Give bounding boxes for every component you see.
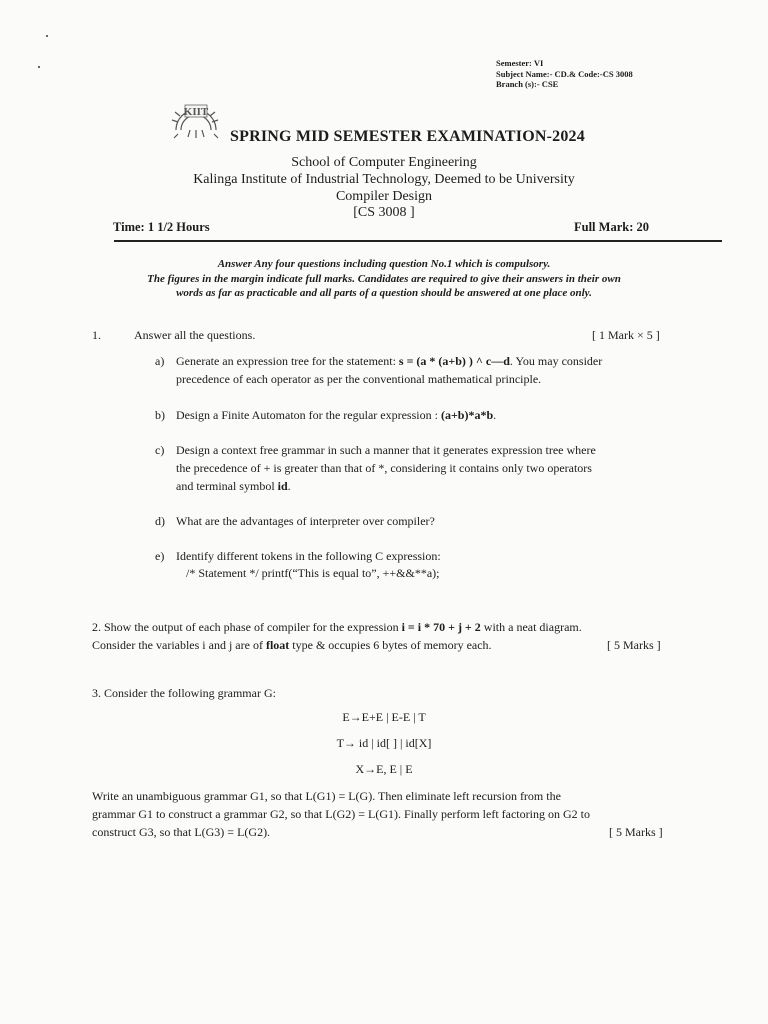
grammar-rule: E→E+E | E-E | T <box>342 710 426 724</box>
q1a-post: . You may consider <box>509 354 603 368</box>
q2-pre: 2. Show the output of each phase of compiler for the expression <box>92 620 402 634</box>
school-name: School of Computer Engineering <box>291 155 477 170</box>
q1d-label: d) <box>155 514 165 528</box>
header-meta <box>496 58 633 90</box>
q1c-line3-post: . <box>287 479 291 493</box>
q1c-line3-bold: id <box>277 479 288 493</box>
full-mark-label: Full Mark: 20 <box>574 220 649 234</box>
q1a-label: a) <box>155 354 165 368</box>
q1c-line2: the precedence of + is greater than that of *, considering it contains only two operators <box>176 461 592 475</box>
q3-line: construct G3, so that L(G3) = L(G2). <box>92 825 271 839</box>
q1b-expr: (a+b)*a*b <box>440 408 494 422</box>
q1e-line2: /* Statement */ printf(“This is equal to”, ++&&**a); <box>186 566 440 580</box>
instruction-line: The figures in the margin indicate full marks. Candidates are required to give their answers in their own <box>147 272 621 285</box>
q1d-text: What are the advantages of interpreter over compiler? <box>176 514 435 528</box>
scan-speck <box>38 66 40 68</box>
q2-line2-pre: Consider the variables i and j are of <box>92 638 266 652</box>
institute-name: Kalinga Institute of Industrial Technology, Deemed to be University <box>193 172 575 187</box>
q1a-expr: s = (a * (a+b) ) ^ c—d <box>398 354 510 368</box>
instruction-line: Answer Any four questions including question No.1 which is compulsory. <box>217 258 551 270</box>
q2-post: with a neat diagram. <box>480 620 582 634</box>
q1-text: Answer all the questions. <box>134 328 256 342</box>
scan-speck <box>46 35 48 37</box>
q2-line2-bold: float <box>265 638 290 652</box>
q2-marks: [ 5 Marks ] <box>607 638 661 652</box>
q3-line: Write an unambiguous grammar G1, so that L(G1) = L(G). Then eliminate left recursion from the <box>92 789 561 803</box>
q1a-text <box>176 352 686 388</box>
grammar-rule: X→E, E | E <box>355 762 413 776</box>
exam-title: SPRING MID SEMESTER EXAMINATION-2024 <box>230 128 585 145</box>
q1b-text <box>176 406 496 424</box>
divider <box>114 240 722 242</box>
q1c-line1: Design a context free grammar in such a manner that it generates expression tree where <box>176 443 596 457</box>
logo-text: KIIT <box>183 106 209 118</box>
grammar-rule: T→ id | id[ ] | id[X] <box>336 736 432 750</box>
subject-label: Subject Name:- CD.& Code:-CS 3008 <box>496 68 633 79</box>
course-name: Compiler Design <box>335 189 433 204</box>
kiit-logo <box>168 100 224 140</box>
q3-marks: [ 5 Marks ] <box>609 825 663 839</box>
q1a-pre: Generate an expression tree for the statement: <box>176 354 399 368</box>
q1a-line2: precedence of each operator as per the conventional mathematical principle. <box>176 372 542 386</box>
q1e-label: e) <box>155 549 165 563</box>
instructions <box>0 257 768 301</box>
semester-label: Semester: VI <box>496 58 544 68</box>
q1b-post: . <box>493 408 497 422</box>
q1c-label: c) <box>155 443 165 457</box>
q2-line2-post: type & occupies 6 bytes of memory each. <box>289 638 492 652</box>
q2-expr: i = i * 70 + j + 2 <box>401 620 481 634</box>
q1-marks: [ 1 Mark × 5 ] <box>592 328 660 342</box>
q1b-label: b) <box>155 408 165 422</box>
q1c-line3-pre: and terminal symbol <box>176 479 278 493</box>
branch-label: Branch (s):- CSE <box>496 79 559 89</box>
q2-text <box>92 618 692 654</box>
q1c-text <box>176 441 686 495</box>
q3-line: grammar G1 to construct a grammar G2, so that L(G2) = L(G1). Finally perform left factoring on G2 to <box>92 807 590 821</box>
instruction-line: words as far as practicable and all parts of a question should be answered at one place only. <box>176 287 592 299</box>
q3-body <box>92 787 692 841</box>
q1-number: 1. <box>92 328 101 342</box>
course-code: [CS 3008 ] <box>353 205 415 220</box>
q1b-pre: Design a Finite Automaton for the regular expression : <box>176 408 441 422</box>
time-label: Time: 1 1/2 Hours <box>113 220 210 234</box>
q3-intro: 3. Consider the following grammar G: <box>92 686 276 700</box>
q1e-line1: Identify different tokens in the following C expression: <box>176 549 441 563</box>
